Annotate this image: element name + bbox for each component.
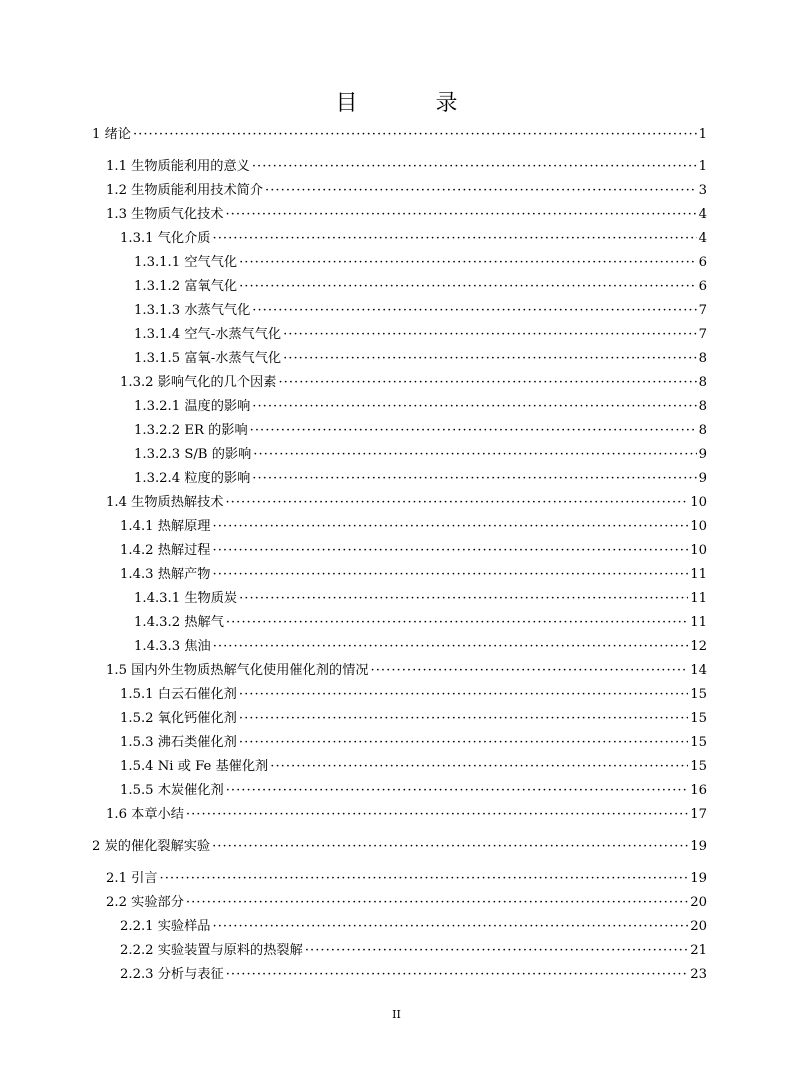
toc-entry-label: 1.2 生物质能利用技术简介	[106, 183, 264, 198]
leader-dots	[283, 350, 697, 368]
toc-entry-page: 15	[690, 759, 707, 774]
leader-dots	[250, 422, 697, 440]
toc-entry-label: 1.3.2 影响气化的几个因素	[120, 375, 277, 390]
toc-entry-1-6[interactable]	[106, 802, 707, 824]
toc-entry-label: 1.5.1 白云石催化剂	[120, 687, 237, 702]
toc-entry-page: 1	[698, 127, 707, 142]
toc-entry-label: 1.5.4 Ni 或 Fe 基催化剂	[120, 759, 269, 774]
page-number: II	[392, 1008, 401, 1021]
toc-entry-label: 2.2.3 分析与表征	[120, 967, 224, 982]
leader-dots	[305, 942, 688, 960]
toc-entry-1-3-2-3[interactable]	[134, 442, 707, 464]
toc-entry-label: 1.5.2 氧化钙催化剂	[120, 711, 237, 726]
toc-entry-label: 1 绪论	[92, 127, 131, 142]
toc-entry-page: 14	[690, 663, 707, 678]
leader-dots	[239, 278, 697, 296]
leader-dots	[265, 182, 697, 200]
toc-entry-label: 1.3.2.2 ER 的影响	[134, 423, 248, 438]
toc-entry-label: 1.3.1.5 富氧-水蒸气气化	[134, 351, 282, 366]
toc-entry-page: 20	[690, 895, 707, 910]
toc-entry-label: 1.4.3.1 生物质炭	[134, 591, 238, 606]
toc-entry-label: 2.2.2 实验装置与原料的热裂解	[120, 943, 303, 958]
toc-entry-1-4-3-1[interactable]	[134, 586, 707, 608]
toc-entry-page: 11	[690, 615, 707, 630]
toc-entry-2[interactable]	[92, 834, 707, 856]
toc-entry-2-2-2[interactable]	[120, 938, 707, 960]
toc-entry-1[interactable]	[92, 122, 707, 144]
leader-dots	[212, 838, 688, 856]
leader-dots	[225, 494, 688, 512]
toc-entry-label: 1.4.3 热解产物	[120, 567, 211, 582]
toc-entry-label: 1.4 生物质热解技术	[106, 495, 224, 510]
toc-entry-1-3-2-2[interactable]	[134, 418, 707, 440]
toc-entry-label: 2.2 实验部分	[106, 895, 184, 910]
toc-entry-1-5-5[interactable]	[120, 778, 707, 800]
toc-entry-page: 11	[690, 567, 707, 582]
toc-entry-page: 4	[698, 207, 707, 222]
leader-dots	[186, 894, 688, 912]
toc-entry-1-3-1-3[interactable]	[134, 298, 707, 320]
toc-entry-label: 1.4.3.3 焦油	[134, 639, 211, 654]
leader-dots	[213, 638, 689, 656]
leader-dots	[371, 662, 689, 680]
toc-entry-label: 1.3.1.4 空气-水蒸气气化	[134, 327, 282, 342]
leader-dots	[252, 302, 696, 320]
toc-entry-page: 1	[698, 159, 707, 174]
toc-entry-label: 1.4.3.2 热解气	[134, 615, 224, 630]
leader-dots	[239, 734, 688, 752]
leader-dots	[239, 590, 688, 608]
toc-entry-1-4[interactable]	[106, 490, 707, 512]
leader-dots	[213, 230, 697, 248]
toc-entry-page: 6	[698, 279, 707, 294]
toc-entry-1-5[interactable]	[106, 658, 707, 680]
toc-entry-page: 3	[698, 183, 707, 198]
toc-entry-page: 10	[690, 495, 707, 510]
toc-entry-page: 21	[690, 943, 707, 958]
toc-entry-label: 2.1 引言	[106, 871, 158, 886]
toc-entry-label: 1.1 生物质能利用的意义	[106, 159, 250, 174]
toc-entry-2-2-3[interactable]	[120, 962, 707, 984]
toc-entry-label: 1.3.1.2 富氧气化	[134, 279, 238, 294]
toc-entry-1-5-2[interactable]	[120, 706, 707, 728]
toc-entry-1-4-2[interactable]	[120, 538, 707, 560]
toc-entry-page: 23	[690, 967, 707, 982]
toc-entry-1-3-1-1[interactable]	[134, 250, 707, 272]
leader-dots	[213, 566, 689, 584]
toc-entry-page: 9	[698, 471, 707, 486]
toc-entry-1-2[interactable]	[106, 178, 707, 200]
toc-entry-page: 19	[690, 871, 707, 886]
toc-entry-page: 11	[690, 591, 707, 606]
toc-entry-1-1[interactable]	[106, 154, 707, 176]
toc-entry-page: 4	[698, 231, 707, 246]
leader-dots	[283, 326, 697, 344]
toc-entry-page: 6	[698, 255, 707, 270]
toc-entry-page: 7	[698, 303, 707, 318]
toc-entry-page: 10	[690, 543, 707, 558]
toc-entry-label: 1.3.1.3 水蒸气气化	[134, 303, 251, 318]
toc-entry-1-4-3-2[interactable]	[134, 610, 707, 632]
toc-entry-label: 1.6 本章小结	[106, 807, 184, 822]
toc-entry-page: 8	[698, 375, 707, 390]
toc-entry-label: 1.3.2.4 粒度的影响	[134, 471, 251, 486]
toc-entry-page: 8	[698, 423, 707, 438]
toc-entry-page: 9	[698, 447, 707, 462]
toc-entry-1-5-4[interactable]	[120, 754, 707, 776]
toc-entry-label: 1.3.1.1 空气气化	[134, 255, 238, 270]
toc-entry-2-2-1[interactable]	[120, 914, 707, 936]
toc-entry-page: 16	[690, 783, 707, 798]
leader-dots	[213, 518, 689, 536]
leader-dots	[226, 966, 689, 984]
leader-dots	[239, 686, 688, 704]
toc-entry-label: 1.3 生物质气化技术	[106, 207, 224, 222]
leader-dots	[213, 542, 689, 560]
toc-entry-label: 1.5 国内外生物质热解气化使用催化剂的情况	[106, 663, 369, 678]
toc-entry-label: 1.5.5 木炭催化剂	[120, 783, 224, 798]
toc-entry-page: 19	[690, 839, 707, 854]
leader-dots	[133, 126, 697, 144]
toc-entry-1-3[interactable]	[106, 202, 707, 224]
toc-entry-2-1[interactable]	[106, 866, 707, 888]
leader-dots	[239, 710, 688, 728]
toc-entry-1-3-1-2[interactable]	[134, 274, 707, 296]
leader-dots	[239, 254, 697, 272]
toc-entry-1-3-1-5[interactable]	[134, 346, 707, 368]
toc-entry-label: 1.3.2.3 S/B 的影响	[134, 447, 252, 462]
toc-entry-1-4-1[interactable]	[120, 514, 707, 536]
toc-entry-page: 15	[690, 687, 707, 702]
leader-dots	[160, 870, 689, 888]
leader-dots	[270, 758, 688, 776]
toc-entry-page: 10	[690, 519, 707, 534]
toc-entry-label: 1.5.3 沸石类催化剂	[120, 735, 237, 750]
toc-entry-1-5-1[interactable]	[120, 682, 707, 704]
toc-entry-page: 15	[690, 711, 707, 726]
toc-entry-page: 8	[698, 399, 707, 414]
leader-dots	[226, 782, 689, 800]
leader-dots	[252, 470, 696, 488]
toc-entry-1-3-2-1[interactable]	[134, 394, 707, 416]
toc-entry-1-3-2-4[interactable]	[134, 466, 707, 488]
toc-entry-page: 12	[690, 639, 707, 654]
toc-entry-label: 1.4.2 热解过程	[120, 543, 211, 558]
toc-entry-1-3-2[interactable]	[120, 370, 707, 392]
toc-entry-2-2[interactable]	[106, 890, 707, 912]
leader-dots	[186, 806, 688, 824]
toc-entry-label: 1.3.2.1 温度的影响	[134, 399, 251, 414]
leader-dots	[226, 614, 688, 632]
toc-entry-page: 17	[690, 807, 707, 822]
toc-entry-page: 7	[698, 327, 707, 342]
toc-entry-page: 20	[690, 919, 707, 934]
toc-entry-label: 2 炭的催化裂解实验	[92, 839, 211, 854]
leader-dots	[278, 374, 696, 392]
toc-entry-1-4-3-3[interactable]	[134, 634, 707, 656]
toc-entry-label: 1.3.1 气化介质	[120, 231, 211, 246]
toc-entry-1-4-3[interactable]	[120, 562, 707, 584]
leader-dots	[252, 398, 696, 416]
leader-dots	[253, 446, 696, 464]
leader-dots	[252, 158, 697, 176]
leader-dots	[225, 206, 696, 224]
toc-entry-page: 8	[698, 351, 707, 366]
leader-dots	[213, 918, 689, 936]
toc-entry-1-5-3[interactable]	[120, 730, 707, 752]
toc-entry-1-3-1-4[interactable]	[134, 322, 707, 344]
toc-title: 目 录	[335, 91, 486, 116]
toc-entry-1-3-1[interactable]	[120, 226, 707, 248]
toc-entry-label: 1.4.1 热解原理	[120, 519, 211, 534]
toc-entry-label: 2.2.1 实验样品	[120, 919, 211, 934]
toc-entry-page: 15	[690, 735, 707, 750]
